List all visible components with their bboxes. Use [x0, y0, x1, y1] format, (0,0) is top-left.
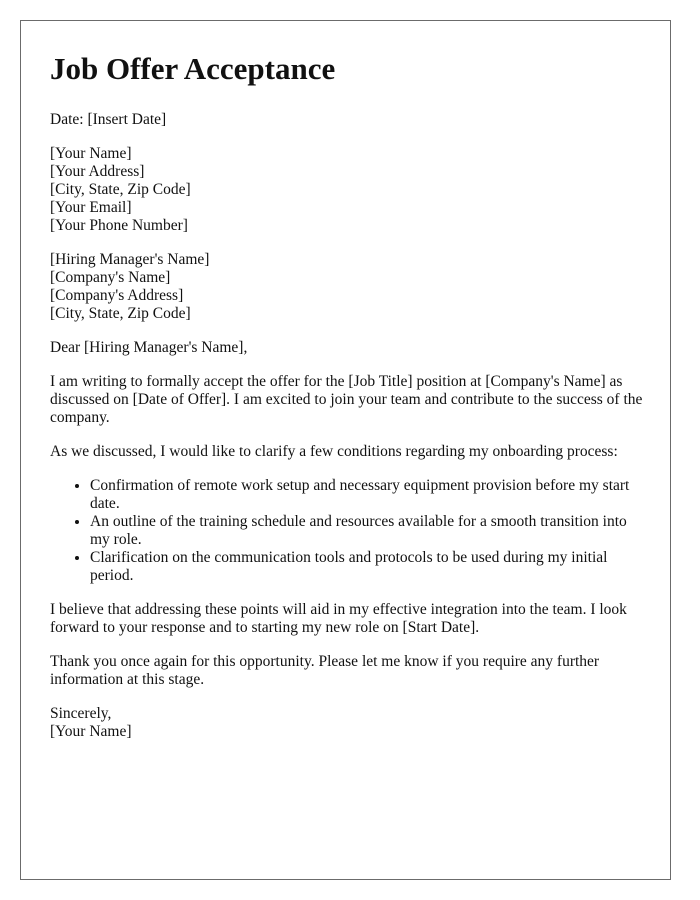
- list-item: • Clarification on the communication tools and protocols to be used during my initial period.: [90, 549, 650, 585]
- letter-title: Job Offer Acceptance: [50, 51, 336, 86]
- sign-off-block: [50, 705, 650, 741]
- closing: Sincerely,: [50, 705, 112, 722]
- paragraph-acceptance: I am writing to formally accept the offer for the [Job Title] position at [Company's Name] as discussed on [Date of Offer]. I am excited to join your team and contribute to the success of the company.: [50, 373, 643, 426]
- signature-name: [Your Name]: [50, 723, 132, 740]
- paragraph-conditions-intro: As we discussed, I would like to clarify a few conditions regarding my onboarding process:: [50, 443, 618, 460]
- sender-address: [Your Address]: [50, 163, 145, 180]
- recipient-address-block: [50, 251, 650, 323]
- recipient-company: [Company's Name]: [50, 269, 171, 286]
- sender-address-block: [50, 145, 650, 235]
- sender-email: [Your Email]: [50, 199, 132, 216]
- sender-city-state-zip: [City, State, Zip Code]: [50, 181, 191, 198]
- list-item: • An outline of the training schedule and resources available for a smooth transition into my role.: [90, 513, 650, 549]
- letter-date: Date: [Insert Date]: [50, 111, 167, 128]
- sender-phone: [Your Phone Number]: [50, 217, 188, 234]
- list-item: • Confirmation of remote work setup and necessary equipment provision before my start date.: [90, 477, 650, 513]
- paragraph-thanks: Thank you once again for this opportunity. Please let me know if you require any further information at this stage.: [50, 653, 600, 688]
- conditions-list: [50, 477, 650, 585]
- recipient-company-address: [Company's Address]: [50, 287, 184, 304]
- letter-page: [20, 20, 671, 880]
- sender-name: [Your Name]: [50, 145, 132, 162]
- paragraph-integration: I believe that addressing these points will aid in my effective integration into the team. I look forward to your response and to starting my new role on [Start Date].: [50, 601, 627, 636]
- recipient-city-state-zip: [City, State, Zip Code]: [50, 305, 191, 322]
- salutation: Dear [Hiring Manager's Name],: [50, 339, 248, 356]
- recipient-name: [Hiring Manager's Name]: [50, 251, 210, 268]
